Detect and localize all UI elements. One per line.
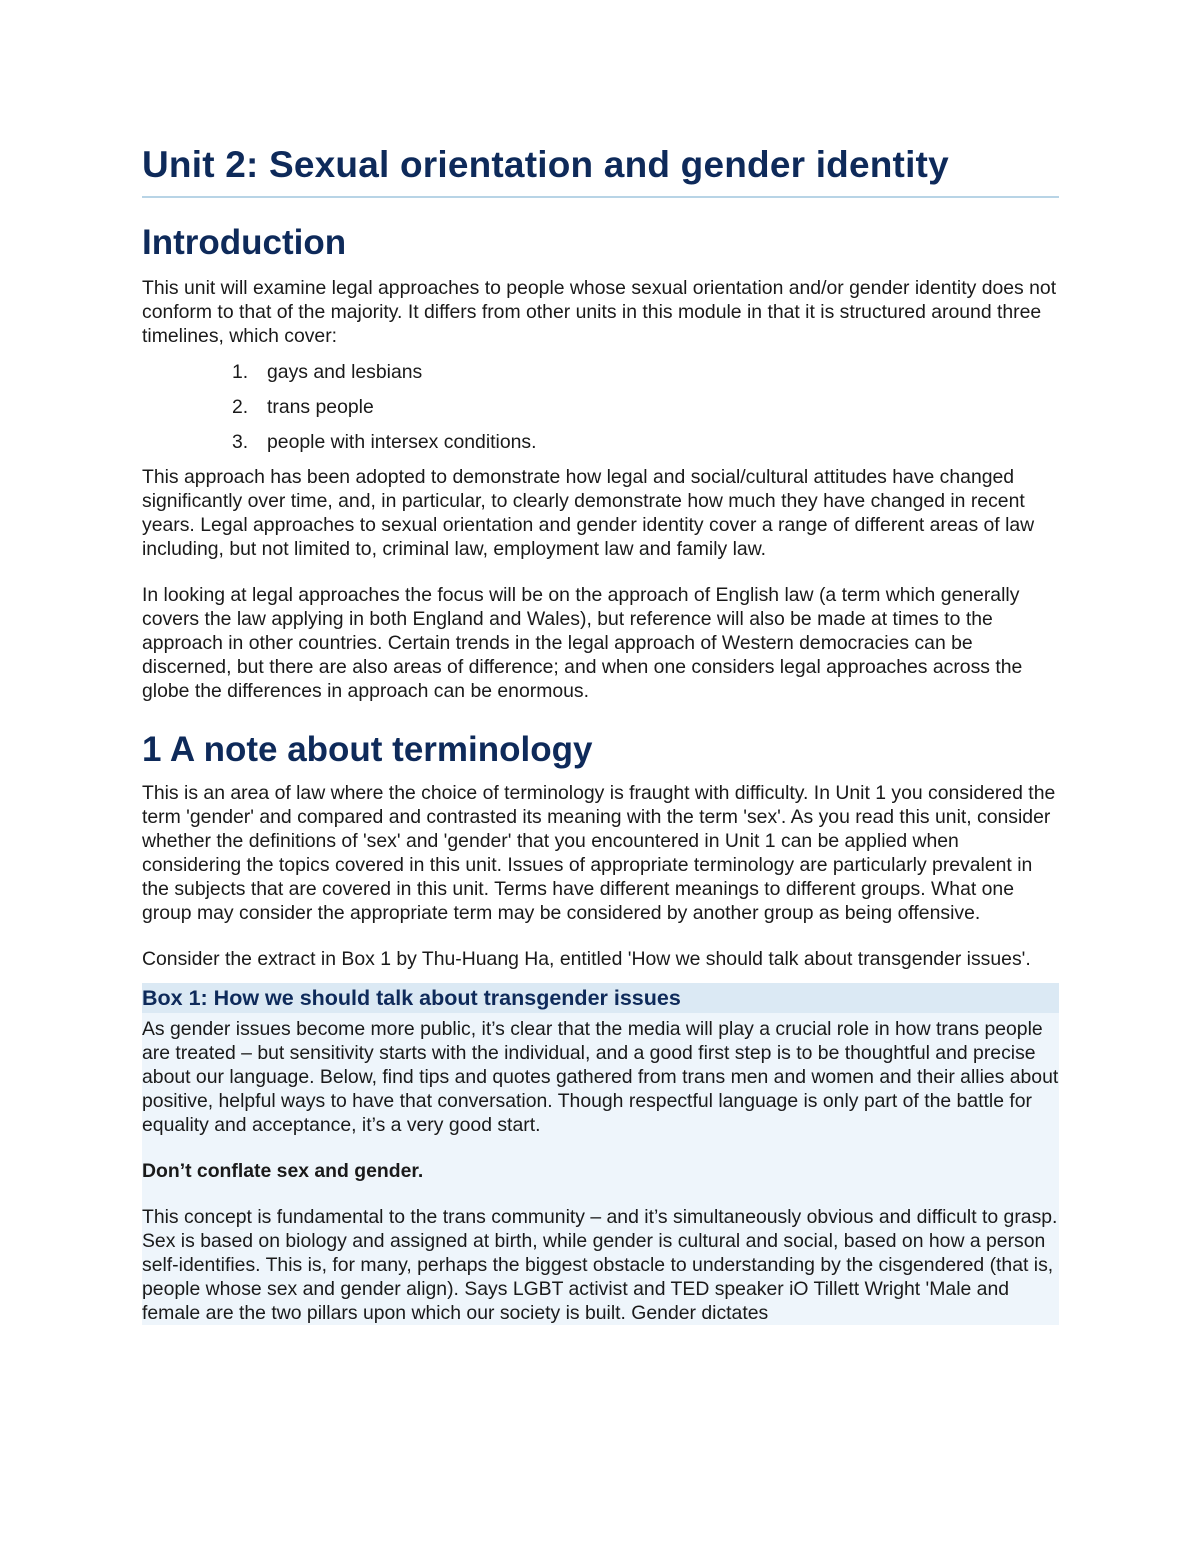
box-subheading: Don’t conflate sex and gender. [142,1160,424,1182]
box-paragraph-1: As gender issues become more public, it’s clear that the media will play a crucial role in how trans people are treated – but sensitivity starts with the individual, and a good first step is to be thoughtful and precise about our language. Below, find tips and quotes gathered from trans men and women and their allies about positive, helpful ways to have that conversation. Though respectful language is only part of the battle for equality and acceptance, it’s a very good start. [142,1018,1059,1136]
approach-paragraph: This approach has been adopted to demonstrate how legal and social/cultural attitudes have changed significantly over time, and, in particular, to clearly demonstrate how much they have changed in recent years. Legal approaches to sexual orientation and gender identity cover a range of different areas of law including, but not limited to, criminal law, employment law and family law. [142,466,1035,560]
list-item-text: trans people [267,396,374,418]
document-page [142,140,1059,1325]
unit-title: Unit 2: Sexual orientation and gender identity [142,140,1059,198]
list-item-number: 3. [232,431,249,453]
timeline-list [142,360,1059,454]
box-title: Box 1: How we should talk about transgender issues [142,983,1059,1013]
list-item [142,360,1059,384]
terminology-heading: 1 A note about terminology [142,730,593,769]
list-item-number: 1. [232,361,249,383]
list-item-text: gays and lesbians [267,361,423,383]
box-body [142,1013,1059,1325]
list-item-number: 2. [232,396,249,418]
consider-paragraph: Consider the extract in Box 1 by Thu-Huang Ha, entitled 'How we should talk about transgender issues'. [142,948,1031,970]
extract-box [142,983,1059,1325]
list-item [142,430,1059,454]
intro-paragraph: This unit will examine legal approaches to people whose sexual orientation and/or gender identity does not conform to that of the majority. It differs from other units in this module in that it is structured around three timelines, which cover: [142,277,1057,347]
legal-approaches-paragraph: In looking at legal approaches the focus will be on the approach of English law (a term which generally covers the law applying in both England and Wales), but reference will also be made at times to the approach in other countries. Certain trends in the legal approach of Western democracies can be discerned, but there are also areas of difference; and when one considers legal approaches across the globe the differences in approach can be enormous. [142,584,1023,702]
terminology-paragraph: This is an area of law where the choice of terminology is fraught with difficulty. In Unit 1 you considered the term 'gender' and compared and contrasted its meaning with the term 'sex'. As you read this unit, consider whether the definitions of 'sex' and 'gender' that you encountered in Unit 1 can be applied when considering the topics covered in this unit. Issues of appropriate terminology are particularly prevalent in the subjects that are covered in this unit. Terms have different meanings to different groups. What one group may consider the appropriate term may be considered by another group as being offensive. [142,782,1056,924]
introduction-heading: Introduction [142,223,347,262]
box-paragraph-2: This concept is fundamental to the trans community – and it’s simultaneously obvious and difficult to grasp. Sex is based on biology and assigned at birth, while gender is cultural and social, based on how a person self-identifies. This is, for many, perhaps the biggest obstacle to understanding by the cisgendered (that is, people whose sex and gender align). Says LGBT activist and TED speaker iO Tillett Wright 'Male and female are the two pillars upon which our society is built. Gender dictates [142,1206,1058,1324]
list-item [142,395,1059,419]
list-item-text: people with intersex conditions. [267,431,537,453]
